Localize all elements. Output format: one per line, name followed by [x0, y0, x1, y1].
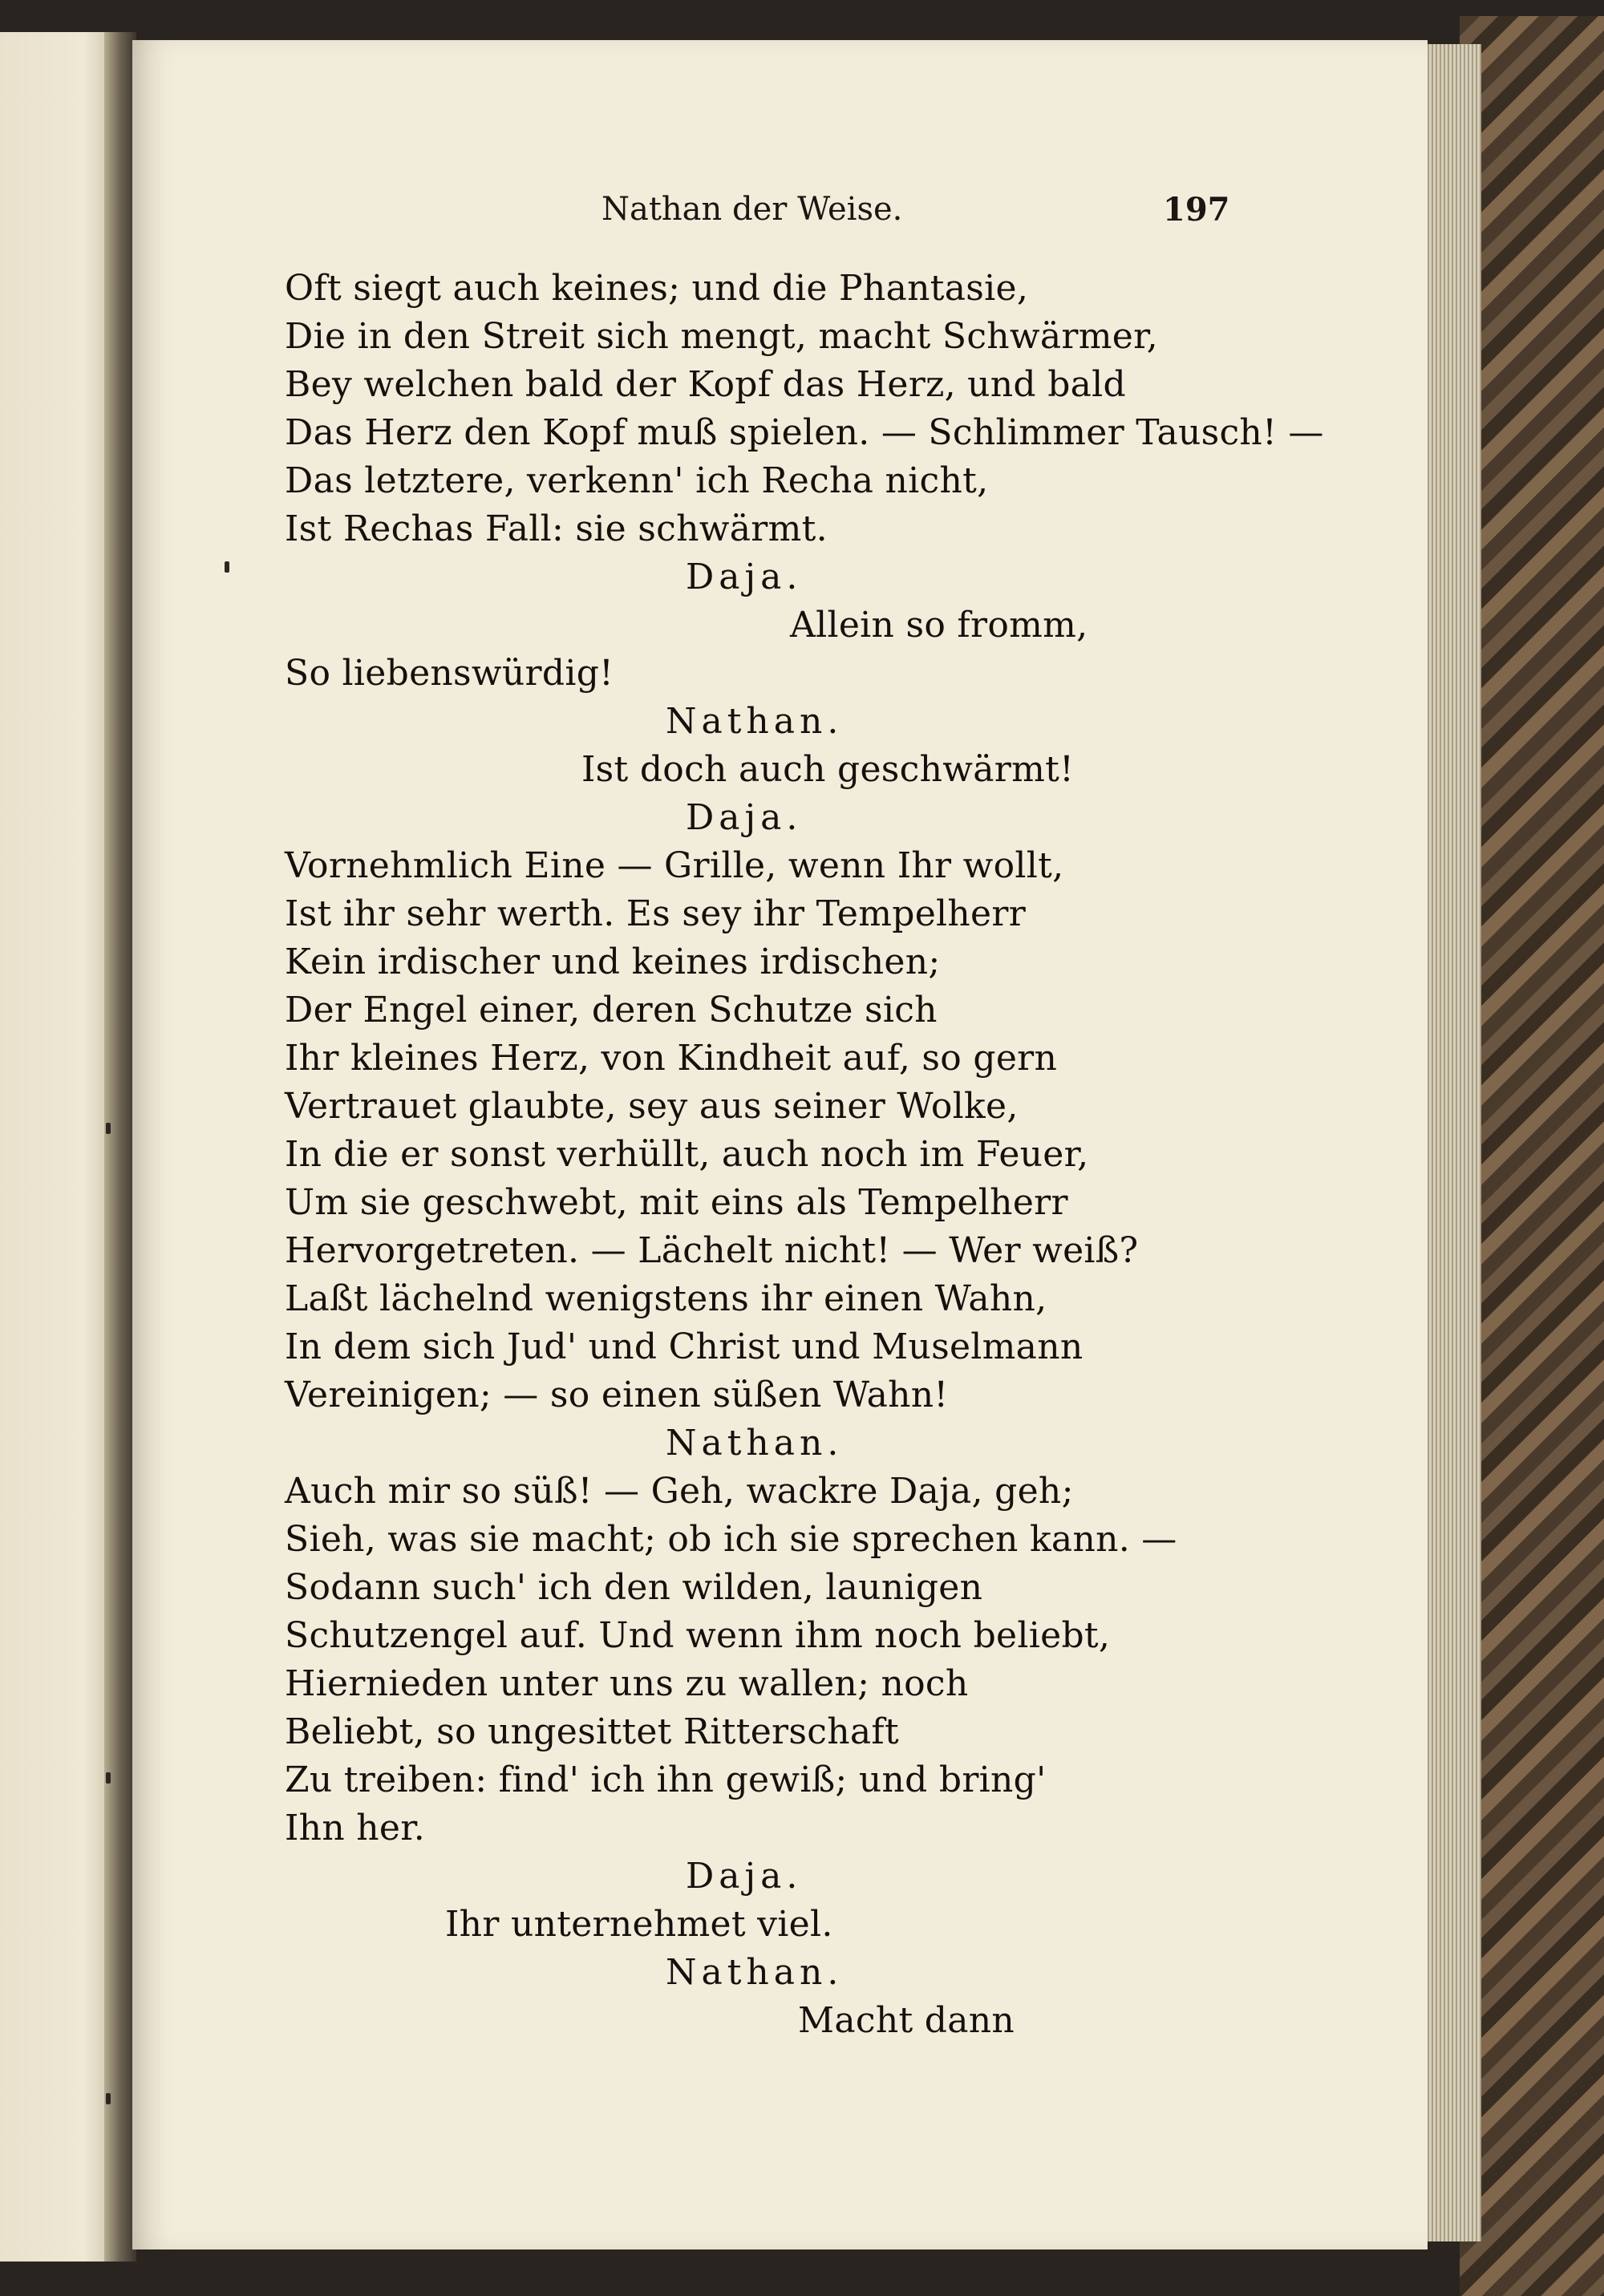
verse-line: Allein so fromm, — [790, 605, 1088, 646]
margin-speck — [106, 1123, 111, 1134]
speaker-name: Daja. — [686, 1856, 803, 1897]
speaker-name: Nathan. — [666, 701, 844, 742]
verse-line: Schutzengel auf. Und wenn ihm noch beliebt, — [285, 1615, 1111, 1656]
verse-line: So liebenswürdig! — [285, 653, 614, 694]
left-page — [0, 32, 120, 2262]
verse-line: Hiernieden unter uns zu wallen; noch — [285, 1663, 969, 1704]
page-edges — [1424, 44, 1481, 2241]
verse-line: In dem sich Jud' und Christ und Muselmann — [285, 1326, 1084, 1367]
running-title: Nathan der Weise. — [602, 191, 903, 228]
verse-line: Beliebt, so ungesittet Ritterschaft — [285, 1711, 899, 1752]
verse-line: Vereinigen; — so einen süßen Wahn! — [285, 1375, 949, 1415]
verse-line: Macht dann — [798, 2000, 1015, 2041]
verse-line: Kein irdischer und keines irdischen; — [285, 941, 941, 982]
page-header — [132, 191, 1230, 239]
margin-speck — [106, 1772, 111, 1784]
verse-line: Oft siegt auch keines; und die Phantasie, — [285, 268, 1029, 309]
verse-line: Ihn her. — [285, 1808, 426, 1849]
speaker-name: Nathan. — [666, 1423, 844, 1464]
verse-line: Ist Rechas Fall: sie schwärmt. — [285, 508, 828, 549]
speaker-name: Nathan. — [666, 1952, 844, 1993]
speaker-name: Daja. — [686, 557, 803, 597]
verse-line: Ist doch auch geschwärmt! — [581, 749, 1075, 790]
verse-line: Ihr unternehmet viel. — [445, 1904, 833, 1945]
verse-line: Um sie geschwebt, mit eins als Tempelherr — [285, 1182, 1068, 1223]
verse-line: Das letztere, verkenn' ich Recha nicht, — [285, 460, 989, 501]
margin-speck — [106, 2093, 111, 2104]
verse-line: Vertrauet glaubte, sey aus seiner Wolke, — [285, 1086, 1019, 1127]
verse-line: Auch mir so süß! — Geh, wackre Daja, geh; — [285, 1471, 1074, 1512]
marbled-cover — [1460, 16, 1604, 2296]
verse-line: Das Herz den Kopf muß spielen. — Schlimmer Tausch! — — [285, 412, 1324, 453]
book-gutter — [104, 32, 136, 2262]
verse-line: Laßt lächelnd wenigstens ihr einen Wahn, — [285, 1278, 1047, 1319]
verse-line: Sodann such' ich den wilden, launigen — [285, 1567, 983, 1608]
verse-line: Bey welchen bald der Kopf das Herz, und bald — [285, 364, 1127, 405]
verse-line: Der Engel einer, deren Schutze sich — [285, 990, 938, 1031]
verse-line: Hervorgetreten. — Lächelt nicht! — Wer weiß? — [285, 1230, 1139, 1271]
verse-line: Vornehmlich Eine — Grille, wenn Ihr wollt, — [285, 845, 1064, 886]
verse-line: In die er sonst verhüllt, auch noch im Feuer, — [285, 1134, 1089, 1175]
verse-line: Sieh, was sie macht; ob ich sie sprechen kann. — — [285, 1519, 1177, 1560]
speaker-name: Daja. — [686, 797, 803, 838]
book-page — [132, 40, 1428, 2249]
margin-speck — [225, 561, 229, 573]
page-number: 197 — [1163, 191, 1230, 229]
verse-text — [132, 265, 1324, 2045]
verse-line: Ihr kleines Herz, von Kindheit auf, so gern — [285, 1038, 1058, 1079]
verse-line: Die in den Streit sich mengt, macht Schwärmer, — [285, 316, 1158, 357]
verse-line: Ist ihr sehr werth. Es sey ihr Tempelherr — [285, 893, 1027, 934]
verse-line: Zu treiben: find' ich ihn gewiß; und bring' — [285, 1759, 1047, 1800]
